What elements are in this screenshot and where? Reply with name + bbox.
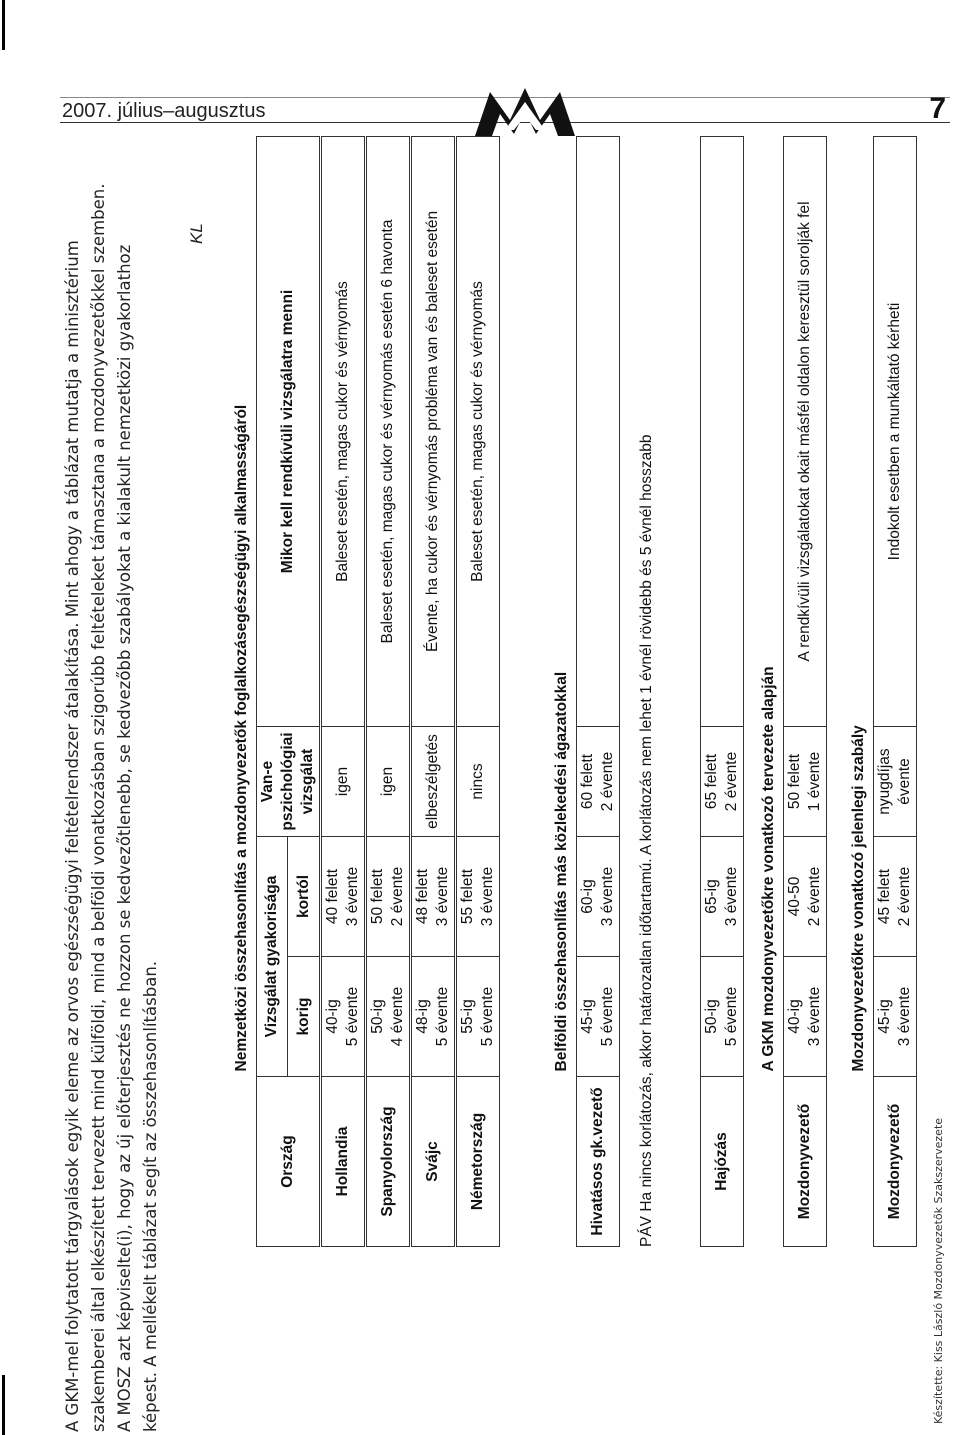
until-cell: 50-ig 4 évente: [366, 957, 411, 1077]
table-row: [577, 136, 620, 1246]
age-cell-3: 65 felett 2 évente: [701, 727, 744, 837]
sector-label: Mozdonyvezető: [784, 1077, 827, 1247]
psych-cell: elbeszélgetés: [411, 727, 456, 837]
psych-cell: igen: [321, 727, 366, 837]
empty-cell: [701, 137, 744, 727]
issue-date: 2007. július–augusztus: [62, 100, 266, 122]
age-cell-3: nyugdíjas évente: [874, 727, 917, 837]
table-row: [874, 136, 917, 1246]
table-row: [321, 136, 366, 1246]
age-cell-1: 50-ig 5 évente: [701, 957, 744, 1077]
country-cell: Spanyolország: [366, 1077, 411, 1247]
extra-cell: A rendkívüli vizsgálatokat okait másfél oldalon keresztül sorolják fel: [784, 136, 827, 726]
author-signature: KL: [187, 223, 206, 244]
until-cell: 48-ig 5 évente: [411, 957, 456, 1077]
age-cell-2: 65-ig 3 évente: [701, 837, 744, 957]
age-cell-3: 50 felett 1 évente: [784, 727, 827, 837]
header-frequency: Vizsgálat gyakorisága: [257, 837, 288, 1077]
country-cell: Hollandia: [321, 1077, 366, 1247]
header-country: Ország: [257, 1077, 321, 1247]
sector-label: Hivatásos gk.vezető: [577, 1077, 620, 1247]
intro-paragraph-2: A MOSZ azt képviselte(i), hogy az új előterjesztés ne hozzon se kedvezőtlenebb, se kedvezőbb szabályokat a kialakult nemzetközi gyakorlathoz képest. A mellékelt táblázat segít az összehasonlításban.: [115, 244, 160, 1432]
gkm-table-title: A GKM mozdonyvezetőkre vonatkozó tervezete alapján: [760, 666, 777, 1072]
international-table-title: Nemzetközi összehasonlítás a mozdonyvezetők foglalkozásegészségügyi alkalmasságáról: [233, 404, 250, 1072]
sector-label: Hajózás: [701, 1077, 744, 1247]
from-cell: 48 felett 3 évente: [411, 837, 456, 957]
table-row: [456, 136, 500, 1246]
empty-cell: [577, 136, 620, 726]
crop-mark-bottom: [2, 1375, 5, 1435]
extra-cell: Évente, ha cukor és vérnyomás probléma van és baleset esetén: [411, 136, 456, 726]
mosz-logo-icon: [470, 84, 580, 140]
crop-mark-top: [2, 0, 5, 50]
psych-cell: igen: [366, 727, 411, 837]
table-row: [701, 137, 744, 1247]
header-extraordinary: Mikor kell rendkívüli vizsgálatra menni: [257, 136, 321, 726]
extra-cell: Indokolt esetben a munkáltató kérheti: [874, 136, 917, 726]
pav-note: PÁV Ha nincs korlátozás, akkor határozatlan időtartamú. A korlátozás nem lehet 1 évnél rövidebb és 5 évnél hosszabb: [638, 434, 655, 1247]
country-cell: Németország: [456, 1077, 500, 1247]
from-cell: 40 felett 3 évente: [321, 837, 366, 957]
domestic-comparison-table: [548, 136, 620, 1247]
table-row: [411, 136, 456, 1246]
current-table-title: Mozdonyvezetőkre vonatkozó jelenlegi szabály: [850, 725, 867, 1072]
header-from-age: kortól: [288, 837, 321, 957]
age-cell-2: 60-ig 3 évente: [577, 837, 620, 957]
age-cell-1: 45-ig 5 évente: [577, 957, 620, 1077]
age-cell-3: 60 felett 2 évente: [577, 727, 620, 837]
header-psych: Van-e pszichológiai vizsgálat: [257, 727, 321, 837]
sector-label: Mozdonyvezető: [874, 1077, 917, 1247]
country-cell: Svájc: [411, 1077, 456, 1247]
extra-cell: Baleset esetén, magas cukor és vérnyomás esetén 6 havonta: [366, 136, 411, 726]
until-cell: 40-ig 5 évente: [321, 957, 366, 1077]
age-cell-1: 45-ig 3 évente: [874, 957, 917, 1077]
intro-text: [60, 182, 164, 1432]
until-cell: 55-ig 5 évente: [456, 957, 500, 1077]
table-row: [366, 136, 411, 1246]
age-cell-1: 40-ig 3 évente: [784, 957, 827, 1077]
rotated-page-content: [60, 167, 955, 1432]
credit-line: Készítette: Kiss László Mozdonyvezetők Szakszervezete: [932, 1117, 945, 1424]
gkm-draft-table: [755, 136, 827, 1247]
shipping-table: [700, 136, 744, 1247]
current-rule-table: [845, 136, 917, 1247]
psych-cell: nincs: [456, 727, 500, 837]
table-row: [784, 136, 827, 1246]
intro-paragraph-1: A GKM-mel folytatott tárgyalások egyik eleme az orvos egészségügyi feltételrendszer átalakítása. Mint ahogy a táblázat mutatja a minisztérium szakemberei által elkészített tervezett mind külföldi, mind a belföldi vonatkozásban szigorúbb feltételeket támasztana a mozdonyvezetőkkel szemben.: [63, 183, 108, 1432]
age-cell-2: 40-50 2 évente: [784, 837, 827, 957]
from-cell: 55 felett 3 évente: [456, 837, 500, 957]
age-cell-2: 45 felett 2 évente: [874, 837, 917, 957]
international-comparison-table: [228, 136, 500, 1247]
header-until-age: korig: [288, 957, 321, 1077]
page-number: 7: [929, 92, 946, 125]
from-cell: 50 felett 2 évente: [366, 837, 411, 957]
domestic-table-title: Belföldi összehasonlítás más közlekedési ágazatokkal: [553, 671, 570, 1072]
extra-cell: Baleset esetén, magas cukor és vérnyomás: [456, 136, 500, 726]
extra-cell: Baleset esetén, magas cukor és vérnyomás: [321, 136, 366, 726]
